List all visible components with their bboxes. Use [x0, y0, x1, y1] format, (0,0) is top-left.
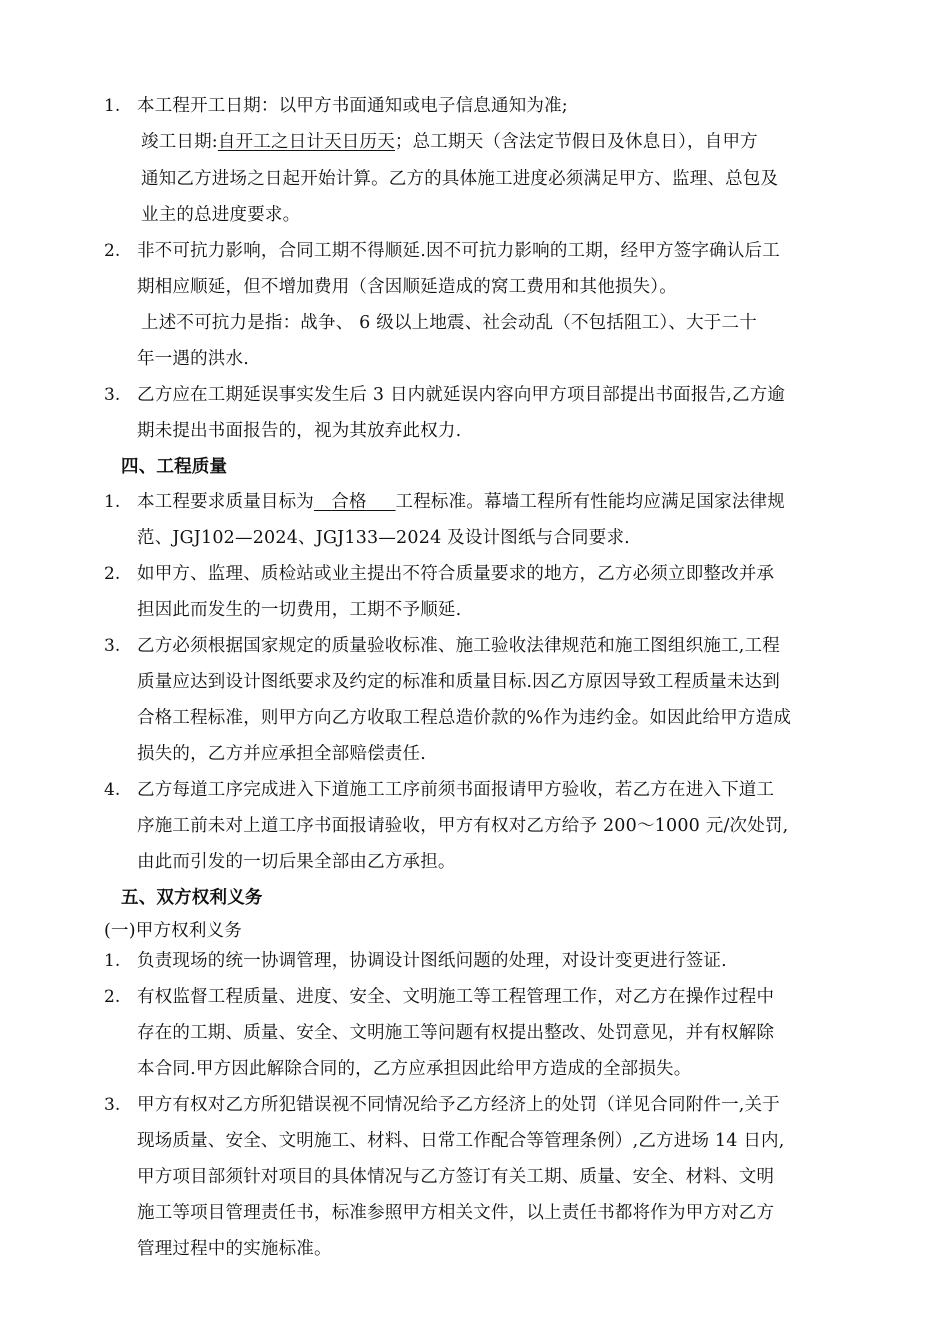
paragraph-line: 业主的总进度要求。	[141, 205, 301, 225]
list-number: 2.	[104, 564, 121, 584]
list-number: 1.	[104, 492, 121, 512]
paragraph-line: 有权监督工程质量、进度、安全、文明施工等工程管理工作，对乙方在操作过程中	[137, 987, 775, 1007]
paragraph-line: 乙方每道工序完成进入下道施工工序前须书面报请甲方验收，若乙方在进入下道工	[137, 780, 775, 800]
clause-start-date: 本工程开工日期：以甲方书面通知或电子信息通知为准;	[137, 96, 568, 116]
clause-completion-date	[141, 130, 758, 154]
list-number: 2.	[104, 241, 121, 261]
paragraph-line: 质量应达到设计图纸要求及约定的标准和质量目标.因乙方原因导致工程质量未达到	[137, 672, 780, 692]
paragraph-line: 甲方项目部须针对项目的具体情况与乙方签订有关工期、质量、安全、材料、文明	[137, 1167, 775, 1187]
paragraph-line: 乙方应在工期延误事实发生后 3 日内就延误内容向甲方项目部提出书面报告,乙方逾	[137, 385, 786, 405]
list-number: 2.	[104, 987, 121, 1007]
list-number: 3.	[104, 636, 121, 656]
paragraph-line: 年一遇的洪水.	[137, 349, 249, 369]
quality-label: 本工程要求质量目标为	[137, 492, 314, 512]
clause-quality-target	[137, 490, 785, 514]
quality-target-value	[314, 492, 396, 512]
completion-rest: ；总工期天（含法定节假日及休息日），自甲方	[394, 132, 758, 152]
completion-label: 竣工日期:	[141, 132, 218, 152]
paragraph-line: 非不可抗力影响，合同工期不得顺延.因不可抗力影响的工期，经甲方签字确认后工	[137, 241, 780, 261]
paragraph-line: 本合同.甲方因此解除合同的，乙方应承担因此给甲方造成的全部损失。	[137, 1059, 692, 1079]
paragraph-line: 上述不可抗力是指：战争、 6 级以上地震、社会动乱（不包括阻工）、大于二十	[141, 313, 757, 333]
paragraph-line: 由此而引发的一切后果全部由乙方承担。	[137, 852, 456, 872]
list-number: 4.	[104, 780, 121, 800]
paragraph-line: 合格工程标准，则甲方向乙方收取工程总造价款的%作为违约金。如因此给甲方造成	[137, 708, 792, 728]
subsection-heading-party-a: (一)甲方权利义务	[104, 921, 242, 941]
paragraph-line: 现场质量、安全、文明施工、材料、日常工作配合等管理条例）,乙方进场 14 日内,	[137, 1131, 785, 1151]
paragraph-line: 范、JGJ102—2024、JGJ133—2024 及设计图纸与合同要求.	[137, 528, 630, 548]
paragraph-line: 负责现场的统一协调管理，协调设计图纸问题的处理，对设计变更进行签证.	[137, 951, 727, 971]
paragraph-line: 管理过程中的实施标准。	[137, 1239, 332, 1259]
paragraph-line: 通知乙方进场之日起开始计算。乙方的具体施工进度必须满足甲方、监理、总包及	[141, 169, 779, 189]
section-heading-rights: 五、双方权利义务	[121, 888, 263, 908]
quality-rest: 工程标准。幕墙工程所有性能均应满足国家法律规	[395, 492, 785, 512]
section-heading-quality: 四、工程质量	[121, 457, 228, 477]
list-number: 3.	[104, 385, 121, 405]
list-number: 3.	[104, 1095, 121, 1115]
paragraph-line: 损失的，乙方并应承担全部赔偿责任.	[137, 744, 426, 764]
list-number: 1.	[104, 951, 121, 971]
completion-underlined-value: 自开工之日计天日历天	[217, 132, 395, 152]
paragraph-line: 施工等项目管理责任书，标准参照甲方相关文件，以上责任书都将作为甲方对乙方	[137, 1203, 775, 1223]
paragraph-line: 担因此而发生的一切费用，工期不予顺延.	[137, 600, 462, 620]
list-number: 1.	[104, 96, 121, 116]
quality-target-text: 合格	[331, 492, 367, 512]
paragraph-line: 甲方有权对乙方所犯错误视不同情况给予乙方经济上的处罚（详见合同附件一,关于	[137, 1095, 780, 1115]
paragraph-line: 期未提出书面报告的，视为其放弃此权力.	[137, 421, 462, 441]
paragraph-line: 乙方必须根据国家规定的质量验收标准、施工验收法律规范和施工图组织施工,工程	[137, 636, 780, 656]
paragraph-line: 如甲方、监理、质检站或业主提出不符合质量要求的地方，乙方必须立即整改并承	[137, 564, 775, 584]
paragraph-line: 存在的工期、质量、安全、文明施工等问题有权提出整改、处罚意见，并有权解除	[137, 1023, 775, 1043]
paragraph-line: 期相应顺延，但不增加费用（含因顺延造成的窝工费用和其他损失）。	[137, 277, 677, 297]
paragraph-line: 序施工前未对上道工序书面报请验收，甲方有权对乙方给予 200～1000 元/次处罚,	[137, 816, 789, 836]
